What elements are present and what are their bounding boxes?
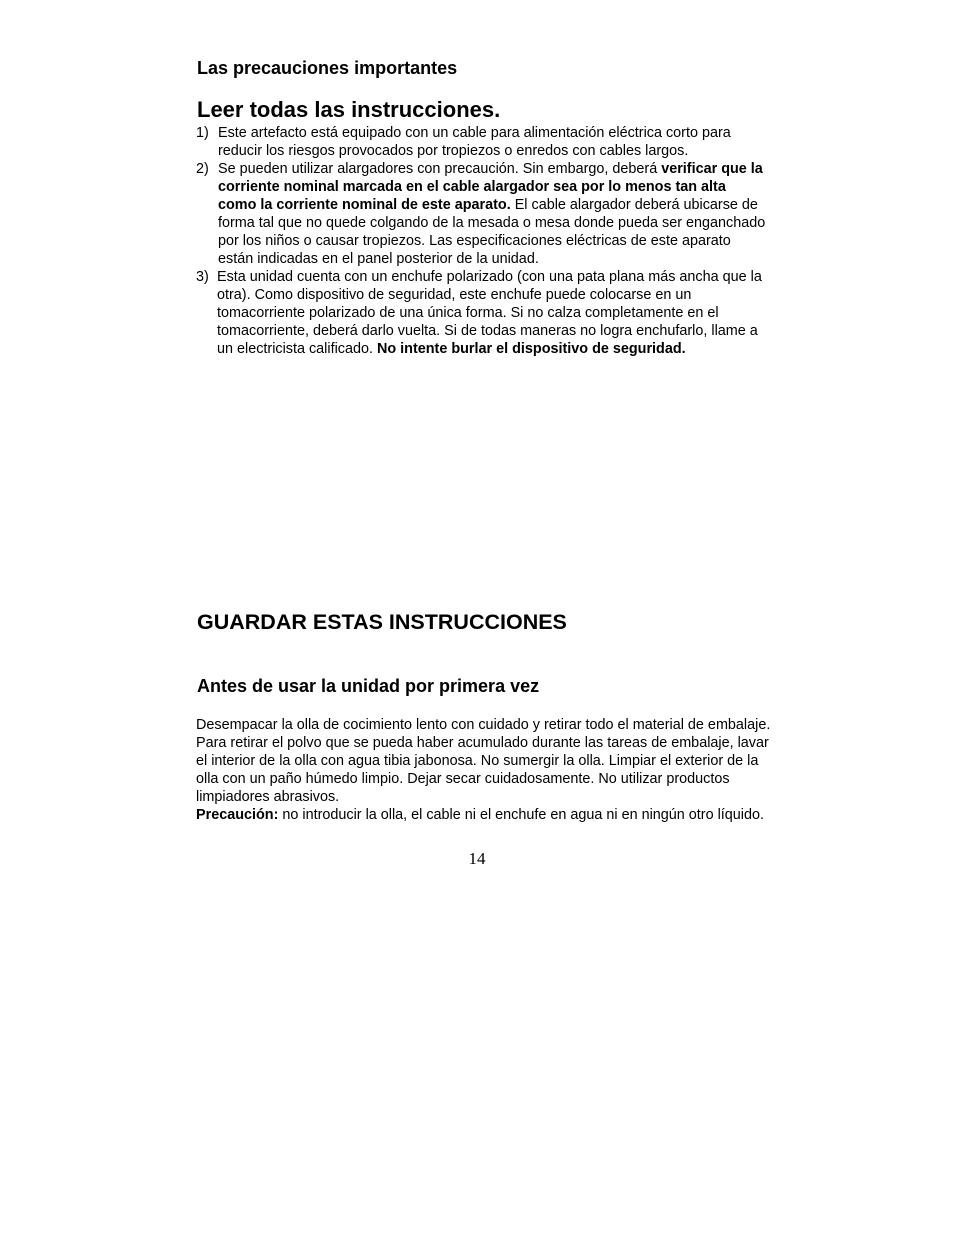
list-item-text: Esta unidad cuenta con un enchufe polarizado (con una pata plana más ancha que la otra). Como dispositivo de seguridad, este enchufe puede colocarse en un tomacorriente polarizado de una única forma. Si no calza completamente en el tomacorriente, deberá darlo vuelta. Si de todas maneras no logra enchufarlo, llame a un electricista calificado.	[217, 269, 762, 357]
caution-label: Precaución:	[196, 807, 279, 823]
paragraph-text: Desempacar la olla de cocimiento lento con cuidado y retirar todo el material de embalaje. Para retirar el polvo que se pueda haber acumulado durante las tareas de embalaje, lavar el interior de la olla con agua tibia jabonosa. No sumergir la olla. Limpiar el exterior de la olla con un paño húmedo limpio. Dejar secar cuidadosamente. No utilizar productos limpiadores abrasivos.	[196, 717, 771, 805]
list-item-text: El cable alargador deberá ubicarse de forma tal que no quede colgando de la mesada o mesa donde pueda ser enganchado por los niños o causar tropiezos. Las especificaciones eléctricas de este aparato están indicadas en el panel posterior de la unidad.	[218, 197, 766, 267]
save-instructions-heading: GUARDAR ESTAS INSTRUCCIONES	[197, 610, 567, 634]
first-use-paragraph	[196, 716, 771, 824]
list-item-number: 3)	[196, 269, 209, 285]
precautions-list	[196, 124, 766, 358]
list-item-number: 1)	[196, 125, 209, 141]
list-item-bold-text: verificar que la corriente nominal marcada en el cable alargador sea por lo menos tan alta como la corriente nominal de este aparato.	[218, 161, 763, 213]
section-subheading: Las precauciones importantes	[197, 58, 458, 78]
page-number: 14	[468, 849, 486, 868]
list-item-text: Este artefacto está equipado con un cable para alimentación eléctrica corto para reducir los riesgos provocados por tropiezos o enredos con cables largos.	[218, 125, 731, 159]
list-item-bold-text: No intente burlar el dispositivo de seguridad.	[376, 341, 686, 357]
list-item	[196, 124, 766, 160]
first-use-heading: Antes de usar la unidad por primera vez	[197, 676, 540, 696]
list-item-number: 2)	[196, 161, 209, 177]
main-heading: Leer todas las instrucciones.	[197, 97, 501, 122]
list-item	[196, 268, 766, 358]
list-item	[196, 160, 766, 268]
caution-text: no introducir la olla, el cable ni el enchufe en agua ni en ningún otro líquido.	[282, 807, 764, 823]
list-item-text: Se pueden utilizar alargadores con precaución. Sin embargo, deberá	[218, 161, 658, 177]
